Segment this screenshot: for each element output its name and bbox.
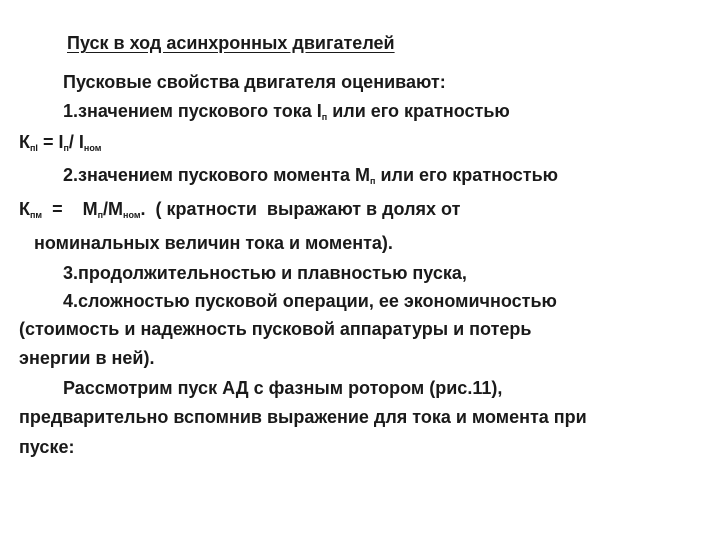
paragraph-line-1: Рассмотрим пуск АД с фазным ротором (рис.11), xyxy=(63,378,503,398)
subscript: ном xyxy=(83,143,102,153)
criterion-2-continuation: номинальных величин тока и момента). xyxy=(34,233,393,253)
criterion-1 xyxy=(63,102,510,120)
formula-symbol: К xyxy=(19,132,30,152)
criterion-2-text-end: или его кратностью xyxy=(375,165,559,185)
intro-text: Пусковые свойства двигателя оценивают: xyxy=(63,72,446,92)
criterion-1-text-end: или его кратностью xyxy=(327,101,510,121)
subscript: п xyxy=(97,210,104,220)
criterion-4: 4.сложностью пусковой операции, ее экономичностью xyxy=(63,291,557,311)
formula-part: / I xyxy=(68,132,84,152)
subscript: пI xyxy=(30,143,38,153)
formula-note: . ( кратности выражают в долях от xyxy=(140,199,461,219)
paragraph-line-2: предварительно вспомнив выражение для тока и момента при xyxy=(19,407,587,427)
paragraph-line-3: пуске: xyxy=(19,437,75,457)
criterion-3: 3.продолжительностью и плавностью пуска, xyxy=(63,263,467,283)
formula-symbol: К xyxy=(19,199,30,219)
formula-torque-ratio xyxy=(19,200,460,218)
criterion-2-text: 2.значением пускового момента М xyxy=(63,165,371,185)
subscript: ном xyxy=(123,210,141,220)
subscript: пм xyxy=(30,210,43,220)
criterion-4-line-2: (стоимость и надежность пусковой аппаратуры и потерь xyxy=(19,319,532,339)
subscript: п xyxy=(63,143,69,153)
criterion-2 xyxy=(63,166,558,184)
formula-current-ratio xyxy=(19,133,101,151)
formula-part: = М xyxy=(42,199,98,219)
page-title: Пуск в ход асинхронных двигателей xyxy=(67,33,395,53)
subscript: п xyxy=(370,176,376,186)
criterion-1-text: 1.значением пускового тока I xyxy=(63,101,322,121)
subscript: п xyxy=(321,112,328,122)
criterion-4-line-3: энергии в ней). xyxy=(19,348,155,368)
formula-part: = I xyxy=(37,132,64,152)
formula-part: /М xyxy=(103,199,124,219)
